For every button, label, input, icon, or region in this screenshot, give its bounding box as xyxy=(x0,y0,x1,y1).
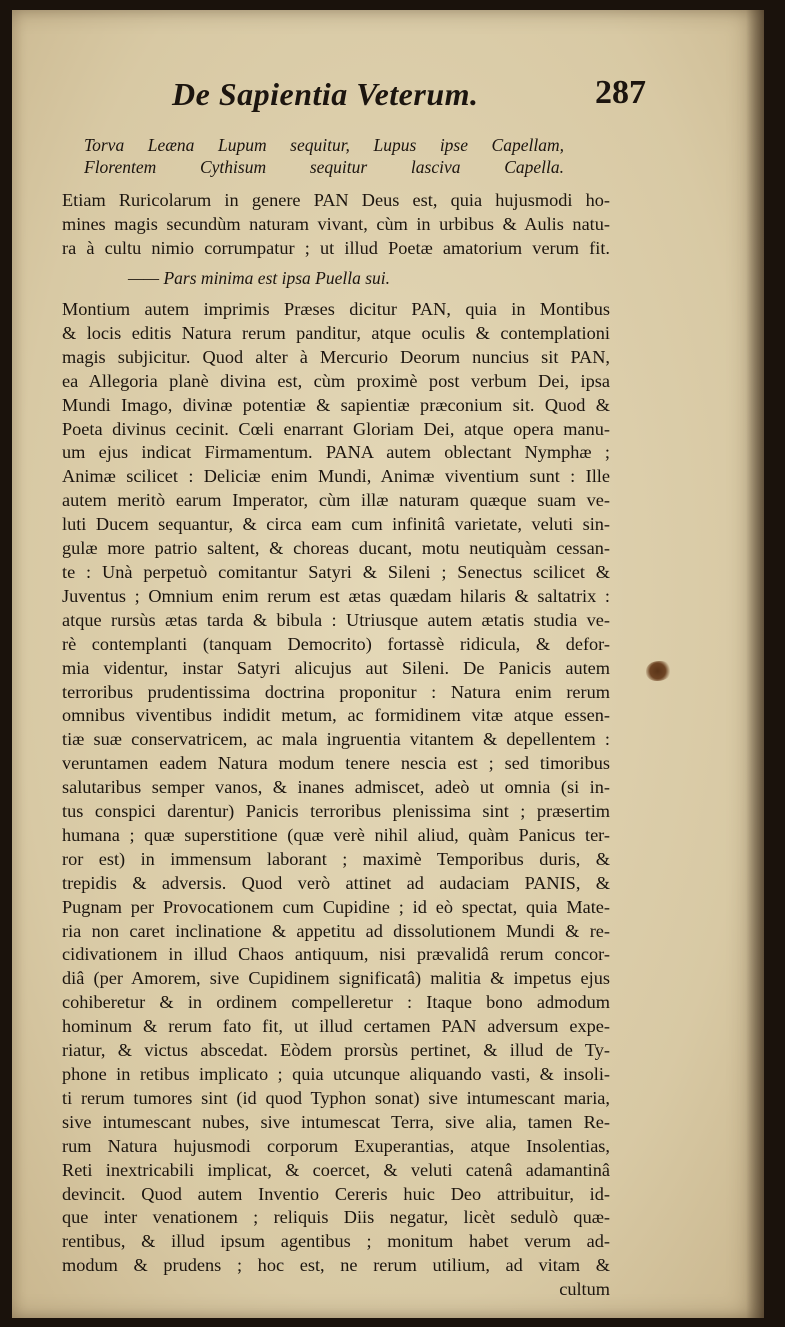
text-line: humana ; quæ superstitione (quæ verè nihil aliud, quàm Panicus ter- xyxy=(62,824,610,845)
text-line: rentibus, & illud ipsum agentibus ; monitum habet verum ad- xyxy=(62,1231,610,1252)
text-line: atque rursùs ætas tarda & bibula : Utriusque autem ætatis studia ve- xyxy=(62,609,610,630)
text-line: Poeta divinus cecinit. Cœli enarrant Gloriam Dei, atque opera manu- xyxy=(62,418,610,439)
verse-line: Florentem Cythisum sequitur lasciva Capella. xyxy=(84,157,564,177)
text-line: tus conspici darentur) Panicis terroribus plenissima sint ; præsertim xyxy=(62,801,610,822)
text-line: sive intumescant nubes, sive intumescat Terra, sive alia, tamen Re- xyxy=(62,1111,610,1132)
text-line: tiæ suæ conservatricem, ac mala ingruentia vitantem & depellentem : xyxy=(62,729,610,750)
text-line: ria non caret inclinatione & appetitu ad dissolutionem Mundi & re- xyxy=(62,920,610,941)
page-number: 287 xyxy=(595,74,646,111)
running-title: De Sapientia Veterum. xyxy=(172,76,479,112)
ink-blot xyxy=(646,661,672,681)
text-line: luti Ducem sequantur, & circa eam cum infinitâ varietate, veluti sin- xyxy=(62,514,610,535)
quotation: —— Pars minima est ipsa Puella sui. xyxy=(128,268,391,288)
text-line: gulæ more patrio saltent, & choreas ducant, motu neutiquàm cessan- xyxy=(62,538,610,559)
text-line: mines magis secundùm naturam vivant, cùm in urbibus & Aulis natu- xyxy=(62,213,610,234)
text-line: ea Allegoria planè divina est, cùm proximè post verbum Dei, ipsa xyxy=(62,370,610,391)
text-line: trepidis & adversis. Quod verò attinet ad audaciam PANIS, & xyxy=(62,872,610,893)
text-line: Montium autem imprimis Præses dicitur PAN, quia in Montibus xyxy=(62,299,610,319)
text-line: modum & prudens ; hoc est, ne rerum utilium, ad vitam & xyxy=(62,1255,610,1276)
text-line: ror est) in immensum laborant ; maximè Temporibus duris, & xyxy=(62,848,610,869)
text-line: Reti inextricabili implicat, & coercet, & veluti catenâ adamantinâ xyxy=(62,1159,610,1180)
text-line: rè contemplanti (tanquam Democrito) fortassè ridicula, & defor- xyxy=(62,633,610,654)
text-line: um ejus indicat Firmamentum. PANA autem oblectant Nymphæ ; xyxy=(62,442,610,463)
text-line: diâ (per Amorem, sive Cupidinem significatâ) malitia & impetus ejus xyxy=(62,968,610,989)
text-line: omnibus viventibus indidit metum, ac formidinem vitæ atque essen- xyxy=(62,705,610,726)
text-line: salutaribus semper vanos, & inanes admiscet, adeò ut omnia (si in- xyxy=(62,777,610,798)
text-line: riatur, & victus abscedat. Eòdem prorsùs pertinet, & illud de Ty- xyxy=(62,1040,610,1061)
text-line: Pugnam per Provocationem cum Cupidine ; id eò spectat, quia Mate- xyxy=(62,896,610,917)
text-line: Juventus ; Omnium enim rerum est ætas quædam hilaris & saltatrix : xyxy=(62,585,610,606)
text-line: hominum & rerum fato fit, ut illud certamen PAN adversum expe- xyxy=(62,1016,610,1037)
verse-line: Torva Leæna Lupum sequitur, Lupus ipse Capellam, xyxy=(84,135,564,155)
text-line: cohiberetur & in ordinem compelleretur : Itaque bono admodum xyxy=(62,992,610,1013)
text-line: phone in retibus implicato ; quia utcunque aliquando vasti, & insoli- xyxy=(62,1064,610,1084)
book-page xyxy=(12,10,764,1318)
running-header xyxy=(172,74,646,120)
text-line: veruntamen eadem Natura modum tenere nescia est ; sed timoribus xyxy=(62,753,610,774)
text-line: autem meritò earum Imperator, cùm illæ naturam quæque suam ve- xyxy=(62,490,610,511)
text-line: te : Unà perpetuò comitantur Satyri & Sileni ; Senectus scilicet & xyxy=(62,561,610,582)
text-line: mia videntur, instar Satyri alicujus aut Sileni. De Panicis autem xyxy=(62,657,610,678)
paragraph-2 xyxy=(62,298,610,1302)
text-line: que inter venationem ; reliquis Diis negatur, licèt sedulò quæ- xyxy=(62,1207,610,1228)
verse-block xyxy=(84,134,564,178)
text-line: Animæ scilicet : Deliciæ enim Mundi, Animæ viventium sunt : Ille xyxy=(62,466,610,487)
text-line: magis subjicitur. Quod alter à Mercurio Deorum nuncius sit PAN, xyxy=(62,346,610,367)
text-line: cultum xyxy=(559,1279,610,1300)
text-line: rum Natura hujusmodi corporum Exuperantias, atque Insolentias, xyxy=(62,1135,610,1156)
text-line: ra à cultu nimio corrumpatur ; ut illud Poetæ amatorium verum fit. xyxy=(62,237,610,258)
paragraph-1 xyxy=(62,189,610,261)
text-line: devincit. Quod autem Inventio Cereris huic Deo attribuitur, id- xyxy=(62,1183,610,1204)
text-line: terroribus prudentissima doctrina proponitur : Natura enim rerum xyxy=(62,681,610,702)
text-line: cidivationem in illud Chaos antiquum, nisi prævalidâ rerum concor- xyxy=(62,944,610,965)
text-line: Etiam Ruricolarum in genere PAN Deus est, quia hujusmodi ho- xyxy=(62,190,610,210)
text-line: ti rerum tumores sint (id quod Typhon sonat) sive intumescant maria, xyxy=(62,1087,610,1108)
text-line: Mundi Imago, divinæ potentiæ & sapientiæ præconium sit. Quod & xyxy=(62,394,610,415)
text-line: & locis editis Natura rerum panditur, atque oculis & contemplationi xyxy=(62,322,610,343)
